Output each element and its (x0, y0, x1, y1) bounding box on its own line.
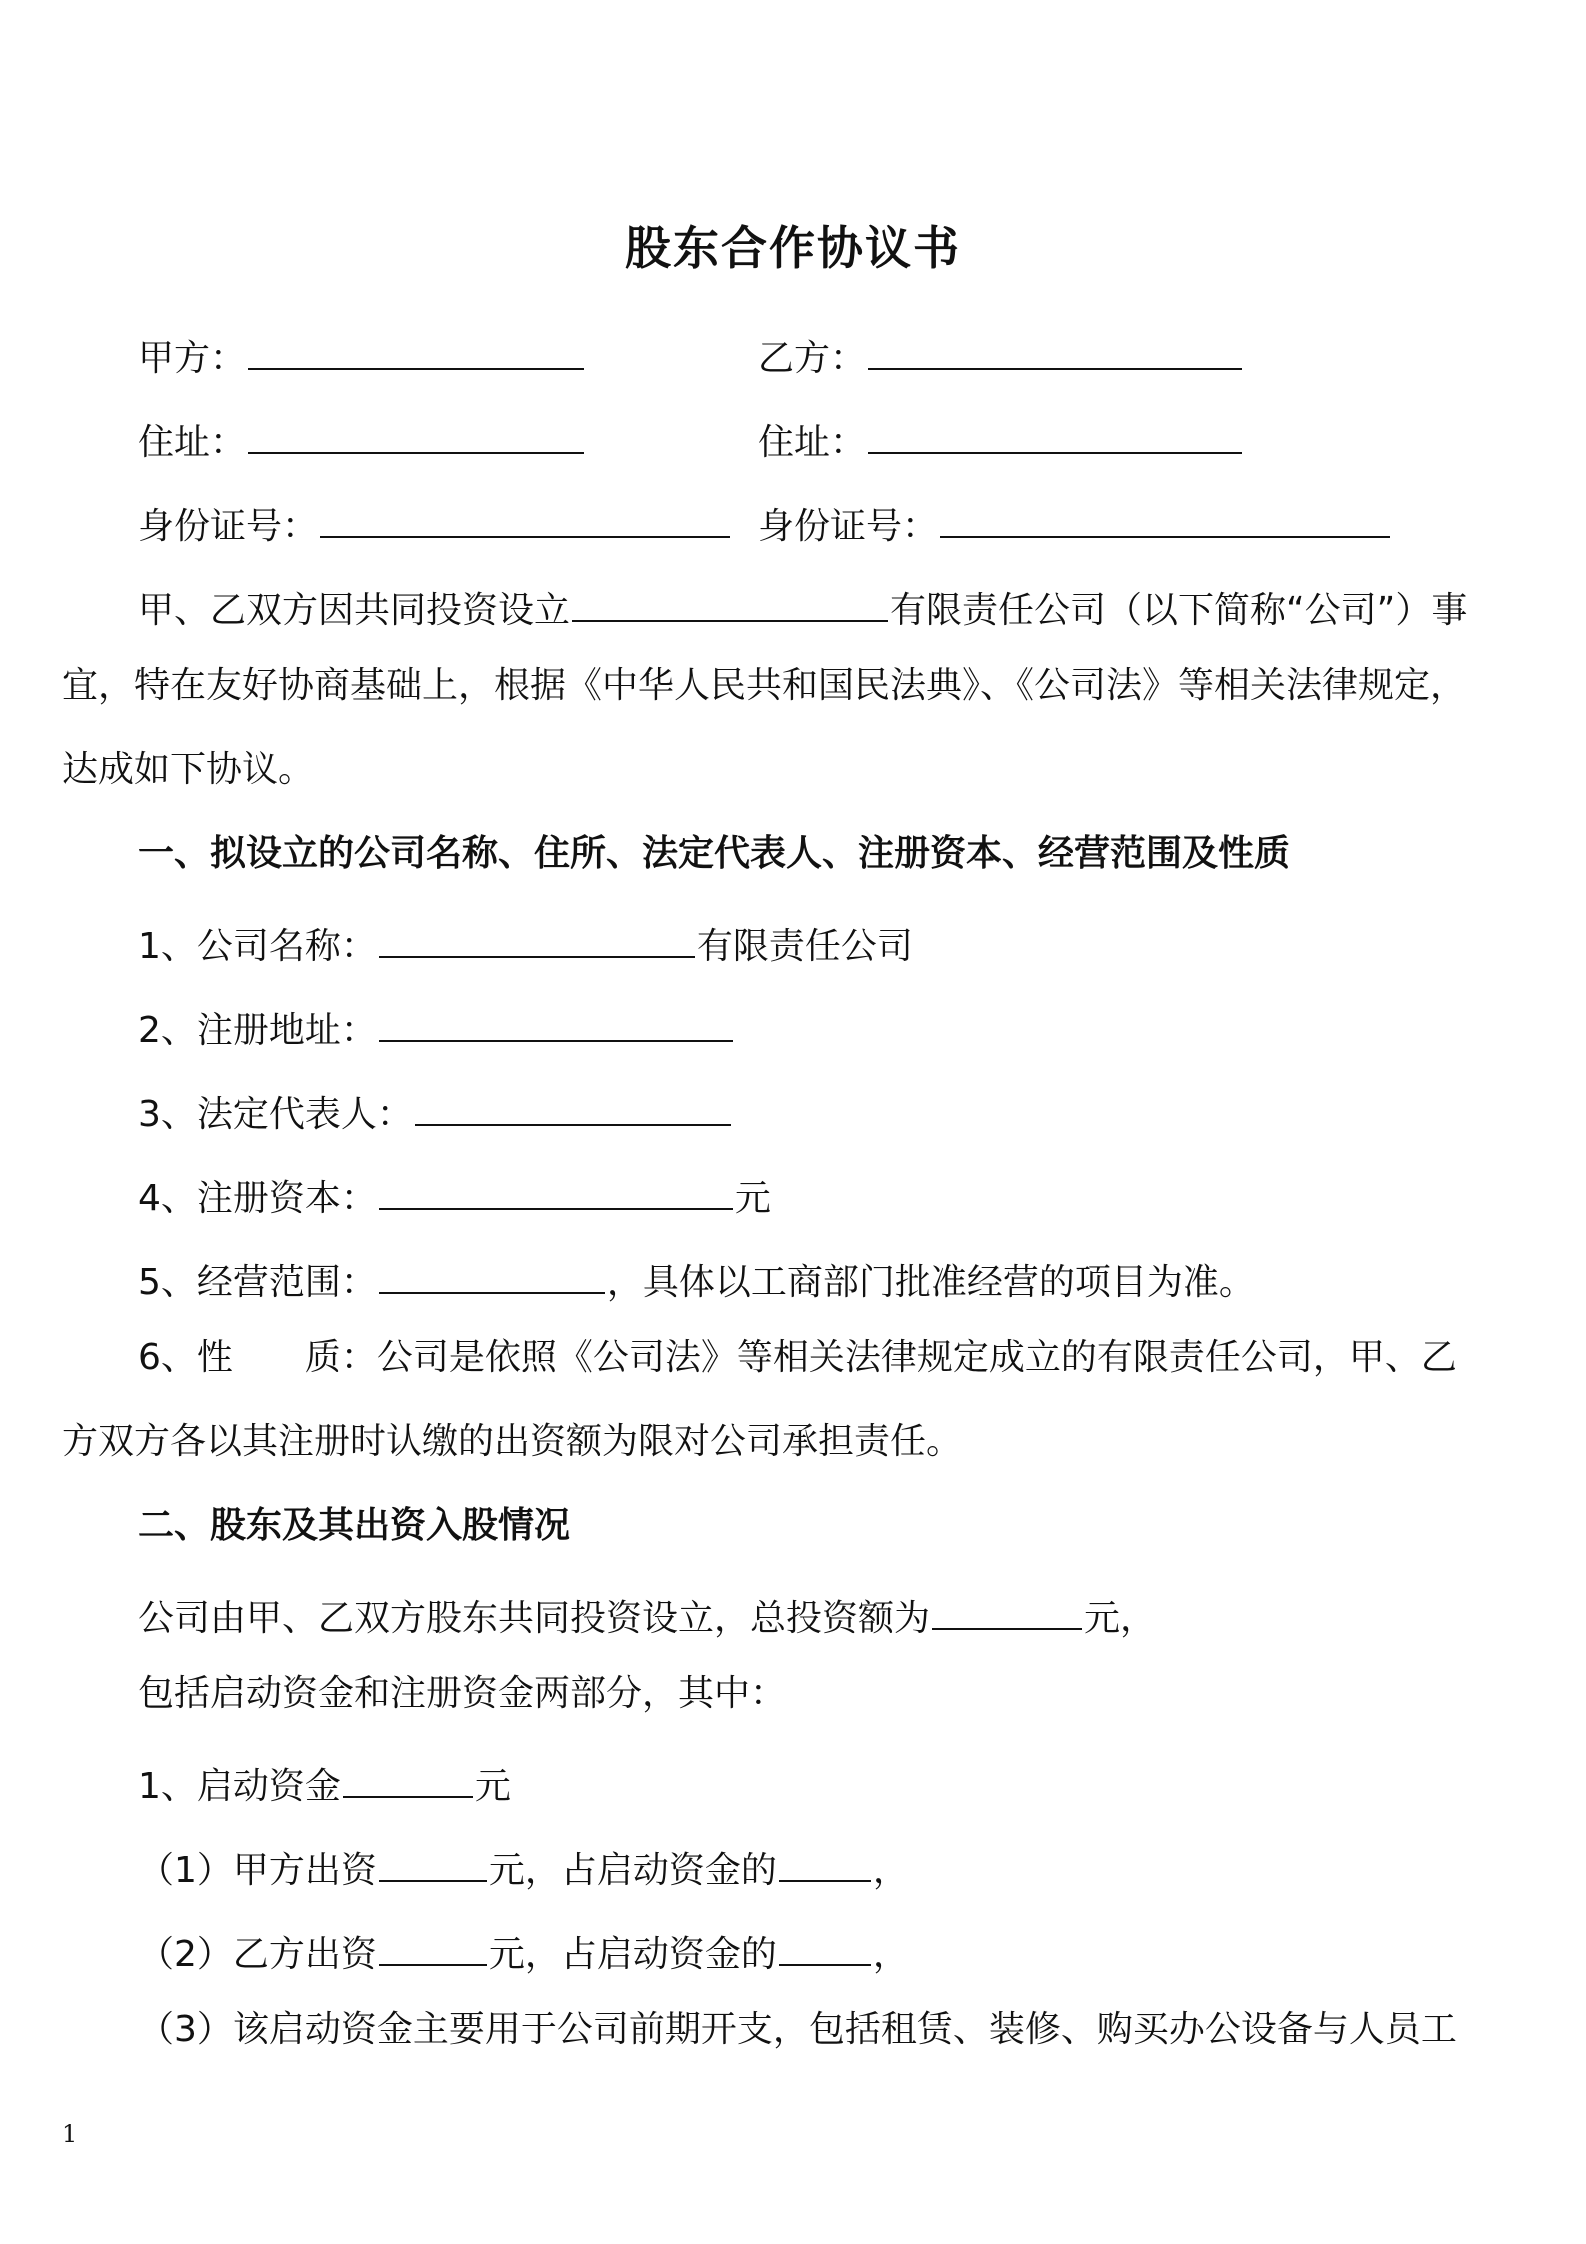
id-b-blank[interactable] (940, 496, 1390, 538)
s1-item-3 (138, 1084, 733, 1137)
s2-sub-1-end: ， (872, 1850, 909, 1891)
s1-item-1-label: 1、公司名称： (138, 926, 377, 967)
id-a-label: 身份证号： (138, 506, 319, 547)
s2-item-1-suffix: 元 (474, 1766, 511, 1807)
id-b-label: 身份证号： (758, 506, 939, 547)
s2-sub-2 (138, 1924, 909, 1977)
s2-sub-1-label: （1）甲方出资 (138, 1850, 377, 1891)
party-b-blank[interactable] (868, 328, 1242, 370)
intro-line-2: 宜，特在友好协商基础上，根据《中华人民共和国民法典》、《公司法》等相关法律规定， (62, 665, 1467, 706)
startup-fund-blank[interactable] (343, 1756, 473, 1798)
s1-item-2-blank[interactable] (379, 1000, 733, 1042)
s2-para-1-text: 公司由甲、乙双方股东共同投资设立，总投资额为 (138, 1598, 931, 1639)
party-a-amount-blank[interactable] (379, 1840, 487, 1882)
s1-item-1-suffix: 有限责任公司 (696, 926, 913, 967)
intro-line-1 (138, 580, 1467, 633)
s1-item-6-line-2: 方双方各以其注册时认缴的出资额为限对公司承担责任。 (62, 1421, 963, 1462)
s1-item-5-suffix: ，具体以工商部门批准经营的项目为准。 (606, 1262, 1255, 1303)
address-a-row (138, 412, 586, 465)
party-b-label: 乙方： (758, 338, 867, 379)
intro-line-3: 达成如下协议。 (62, 749, 315, 790)
document-title: 股东合作协议书 (625, 221, 961, 275)
page-number: 1 (62, 2120, 78, 2148)
id-a-blank[interactable] (320, 496, 730, 538)
s1-item-5 (138, 1252, 1255, 1305)
section-2-heading: 二、股东及其出资入股情况 (138, 1505, 571, 1546)
address-b-row (758, 412, 1244, 465)
s1-item-6-line-1: 6、性 质：公司是依照《公司法》等相关法律规定成立的有限责任公司，甲、乙 (138, 1337, 1457, 1378)
s1-item-4-suffix: 元 (734, 1178, 771, 1219)
address-b-label: 住址： (758, 422, 867, 463)
s1-item-3-label: 3、法定代表人： (138, 1094, 413, 1135)
s2-sub-2-mid: 元，占启动资金的 (488, 1934, 777, 1975)
party-a-share-blank[interactable] (779, 1840, 871, 1882)
intro-text-before: 甲、乙双方因共同投资设立 (138, 590, 571, 631)
id-a-row (138, 496, 732, 549)
company-name-blank[interactable] (572, 580, 888, 622)
address-b-blank[interactable] (868, 412, 1242, 454)
s2-item-1-label: 1、启动资金 (138, 1766, 341, 1807)
party-b-amount-blank[interactable] (379, 1924, 487, 1966)
party-b-share-blank[interactable] (779, 1924, 871, 1966)
s2-para-1 (138, 1588, 1156, 1641)
s1-item-1 (138, 916, 913, 969)
s2-para-1-suffix: 元， (1084, 1598, 1157, 1639)
party-a-blank[interactable] (248, 328, 584, 370)
address-a-blank[interactable] (248, 412, 584, 454)
s1-item-2 (138, 1000, 735, 1053)
section-1-heading: 一、拟设立的公司名称、住所、法定代表人、注册资本、经营范围及性质 (138, 833, 1291, 874)
s2-item-1 (138, 1756, 511, 1809)
s1-item-4-label: 4、注册资本： (138, 1178, 377, 1219)
s2-sub-2-end: ， (872, 1934, 909, 1975)
s1-item-5-blank[interactable] (379, 1252, 605, 1294)
s1-item-2-label: 2、注册地址： (138, 1010, 377, 1051)
s1-item-4-blank[interactable] (379, 1168, 733, 1210)
s2-sub-2-label: （2）乙方出资 (138, 1934, 377, 1975)
party-a-row (138, 328, 586, 381)
intro-text-after: 有限责任公司（以下简称“公司”）事 (890, 590, 1468, 631)
party-a-label: 甲方： (138, 338, 247, 379)
address-a-label: 住址： (138, 422, 247, 463)
s2-sub-1-mid: 元，占启动资金的 (488, 1850, 777, 1891)
s1-item-5-label: 5、经营范围： (138, 1262, 377, 1303)
s2-para-2: 包括启动资金和注册资金两部分，其中： (138, 1673, 787, 1714)
s2-sub-1 (138, 1840, 909, 1893)
id-b-row (758, 496, 1392, 549)
party-b-row (758, 328, 1244, 381)
s2-sub-3: （3）该启动资金主要用于公司前期开支，包括租赁、装修、购买办公设备与人员工 (138, 2009, 1457, 2050)
s1-item-3-blank[interactable] (415, 1084, 731, 1126)
total-investment-blank[interactable] (932, 1588, 1082, 1630)
s1-item-4 (138, 1168, 771, 1221)
s1-item-1-blank[interactable] (379, 916, 695, 958)
